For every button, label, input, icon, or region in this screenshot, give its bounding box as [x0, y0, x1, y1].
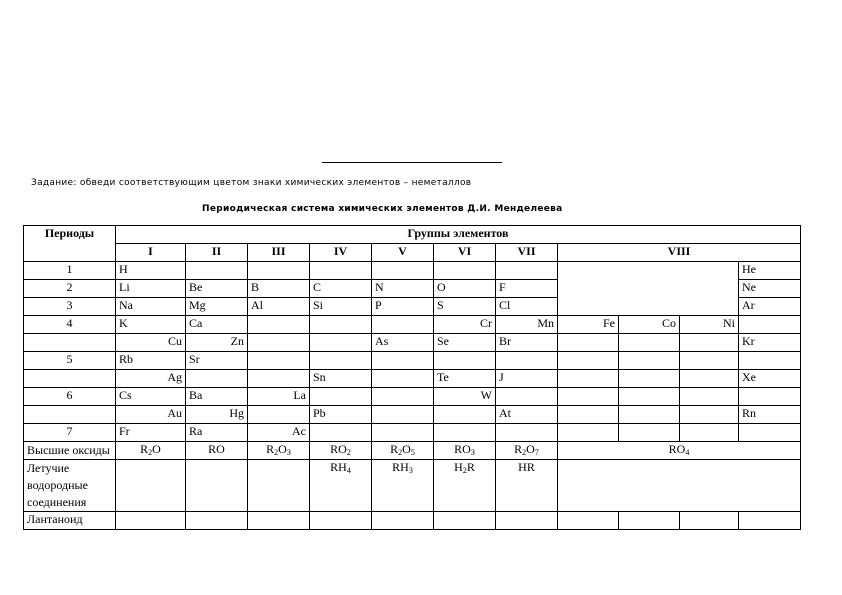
periods-header: Периоды: [24, 226, 116, 262]
hydride-formula: [310, 460, 372, 512]
element-cell: La: [248, 388, 310, 406]
formula-subscript: 2: [274, 448, 279, 457]
element-cell: Te: [434, 370, 496, 388]
element-cell: K: [116, 316, 186, 334]
formula-part: RO: [208, 442, 225, 456]
element-cell: Co: [619, 316, 680, 334]
formula-part: R: [390, 442, 399, 456]
oxide-formula: [248, 442, 310, 460]
formula-subscript: 3: [470, 448, 475, 457]
oxide-formula: [558, 442, 801, 460]
period-number: 3: [24, 298, 116, 316]
group-VIII: VIII: [558, 244, 801, 262]
task-text: Задание: обведи соответствующим цветом знаки химических элементов – неметаллов: [31, 178, 472, 188]
element-cell: J: [496, 370, 558, 388]
element-cell: Mg: [186, 298, 248, 316]
element-cell: Al: [248, 298, 310, 316]
periodic-table: [23, 225, 801, 530]
formula-part: O: [526, 442, 535, 456]
element-cell: H: [116, 262, 186, 280]
element-cell: F: [496, 280, 558, 298]
oxide-formula: [310, 442, 372, 460]
table-row: [24, 370, 801, 388]
hydride-formula: [434, 460, 496, 512]
formula-part: O: [402, 442, 411, 456]
formula-subscript: 2: [462, 466, 467, 475]
element-cell: Se: [434, 334, 496, 352]
formula-subscript: 4: [685, 448, 690, 457]
period-number: 5: [24, 352, 116, 370]
oxide-formula: [116, 442, 186, 460]
element-cell: Pb: [310, 406, 372, 424]
group-VII: VII: [496, 244, 558, 262]
element-cell: Zn: [186, 334, 248, 352]
table-row: [24, 316, 801, 334]
group-II: II: [186, 244, 248, 262]
element-cell: Na: [116, 298, 186, 316]
table-row: [24, 388, 801, 406]
formula-subscript: 2: [398, 448, 403, 457]
element-cell: Mn: [496, 316, 558, 334]
formula-part: RO: [454, 442, 471, 456]
groups-header: Группы элементов: [116, 226, 801, 244]
header-row: [24, 226, 801, 244]
element-cell: Ra: [186, 424, 248, 442]
hydride-formula: [496, 460, 558, 512]
element-cell: Fe: [558, 316, 619, 334]
element-cell: Br: [496, 334, 558, 352]
formula-part: O: [152, 442, 161, 456]
element-cell: At: [496, 406, 558, 424]
element-cell: S: [434, 298, 496, 316]
period-number: 6: [24, 388, 116, 406]
element-cell: P: [372, 298, 434, 316]
period-number: 2: [24, 280, 116, 298]
group-numbers-row: [24, 244, 801, 262]
hydride-formula: [372, 460, 434, 512]
lanthanoid-row: [24, 512, 801, 530]
element-cell: Li: [116, 280, 186, 298]
element-cell: As: [372, 334, 434, 352]
formula-subscript: 7: [534, 448, 539, 457]
oxide-formula: [434, 442, 496, 460]
group-IV: IV: [310, 244, 372, 262]
formula-part: R: [514, 442, 523, 456]
element-cell: Ba: [186, 388, 248, 406]
period-number: 7: [24, 424, 116, 442]
formula-part: RH: [392, 460, 409, 474]
formula-part: H: [454, 460, 463, 474]
formula-part: RO: [330, 442, 347, 456]
element-cell: C: [310, 280, 372, 298]
formula-subscript: 4: [346, 466, 351, 475]
element-cell: Cu: [116, 334, 186, 352]
element-cell: Sn: [310, 370, 372, 388]
formula-subscript: 2: [522, 448, 527, 457]
group-III: III: [248, 244, 310, 262]
oxide-formula: [186, 442, 248, 460]
table-row: [24, 262, 801, 280]
element-cell: O: [434, 280, 496, 298]
element-cell: Cl: [496, 298, 558, 316]
formula-subscript: 3: [408, 466, 413, 475]
element-cell: Cs: [116, 388, 186, 406]
formula-subscript: 2: [148, 448, 153, 457]
group-VI: VI: [434, 244, 496, 262]
element-cell: Si: [310, 298, 372, 316]
element-cell: Xe: [739, 370, 801, 388]
element-cell: B: [248, 280, 310, 298]
element-cell: Kr: [739, 334, 801, 352]
element-cell: Ac: [248, 424, 310, 442]
formula-part: R: [140, 442, 149, 456]
element-cell: Fr: [116, 424, 186, 442]
formula-part: HR: [518, 460, 535, 474]
hydrides-row: [24, 460, 801, 512]
oxides-row: [24, 442, 801, 460]
table-caption: Периодическая система химических элементов Д.И. Менделеева: [202, 204, 563, 214]
element-cell: N: [372, 280, 434, 298]
group-I: I: [116, 244, 186, 262]
formula-subscript: 2: [346, 448, 351, 457]
element-cell: Sr: [186, 352, 248, 370]
lanthanoid-label: Лантаноид: [24, 512, 116, 530]
element-cell: Ca: [186, 316, 248, 334]
element-cell: Ni: [680, 316, 739, 334]
formula-part: R: [466, 460, 475, 474]
element-cell: Au: [116, 406, 186, 424]
table-row: [24, 406, 801, 424]
oxides-label: Высшие оксиды: [24, 442, 116, 460]
element-cell: He: [739, 262, 801, 280]
group-V: V: [372, 244, 434, 262]
formula-part: O: [278, 442, 287, 456]
oxide-formula: [496, 442, 558, 460]
oxide-formula: [372, 442, 434, 460]
element-cell: Ne: [739, 280, 801, 298]
hydrides-label: Летучие водородные соединения: [24, 460, 116, 512]
formula-part: RH: [330, 460, 347, 474]
period-number: 1: [24, 262, 116, 280]
top-rule: [322, 162, 502, 163]
formula-part: R: [266, 442, 275, 456]
table-row: [24, 424, 801, 442]
formula-part: RO: [668, 442, 686, 456]
element-cell: Rn: [739, 406, 801, 424]
element-cell: Cr: [434, 316, 496, 334]
element-cell: Rb: [116, 352, 186, 370]
formula-subscript: 5: [410, 448, 415, 457]
element-cell: Be: [186, 280, 248, 298]
formula-subscript: 3: [286, 448, 291, 457]
period-number: 4: [24, 316, 116, 334]
table-row: [24, 334, 801, 352]
element-cell: W: [434, 388, 496, 406]
element-cell: Hg: [186, 406, 248, 424]
table-row: [24, 352, 801, 370]
element-cell: Ag: [116, 370, 186, 388]
element-cell: Ar: [739, 298, 801, 316]
